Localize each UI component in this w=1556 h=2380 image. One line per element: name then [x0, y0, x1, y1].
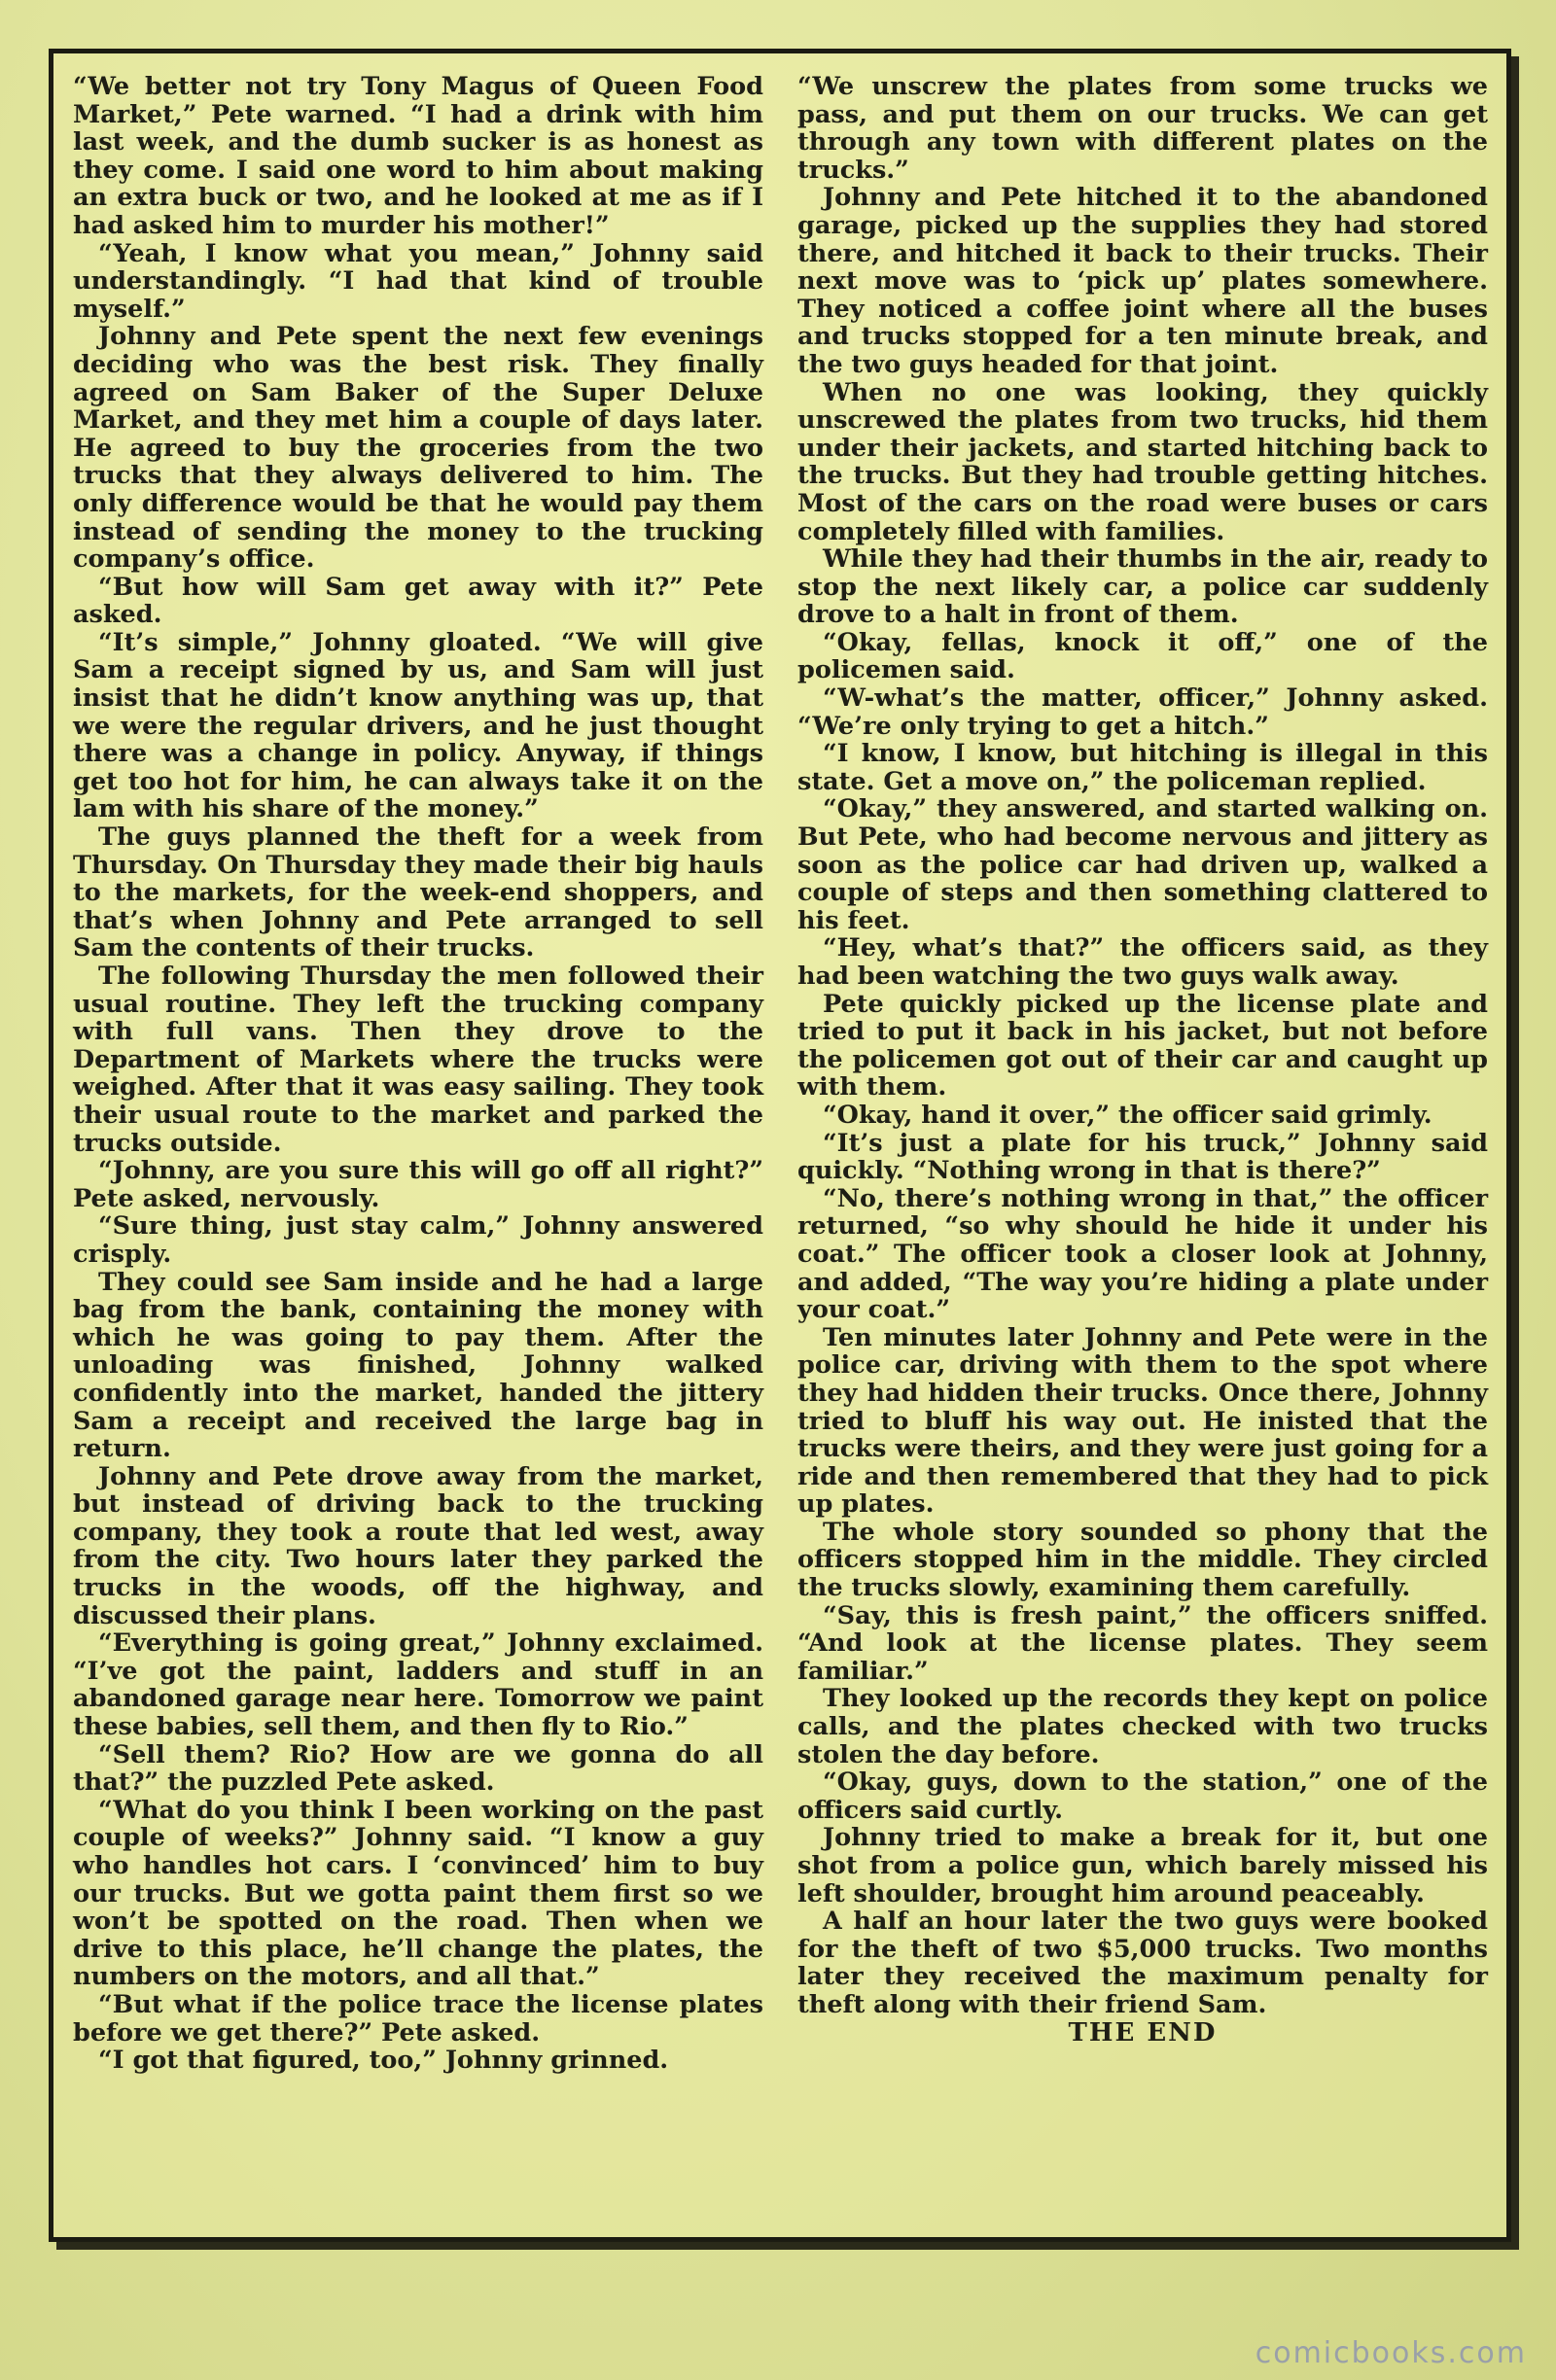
- paragraph: A half an hour later the two guys were booked for the theft of two $5,000 trucks. Two months later they received the maximum penalty for theft along with their friend Sam.: [797, 1907, 1488, 2019]
- paragraph: Johnny and Pete spent the next few evenings deciding who was the best risk. They finally agreed on Sam Baker of the Super Deluxe Market, and they met him a couple of days later. He agreed to buy the groceries from the two trucks that they always delivered to him. The only difference would be that he would pay them instead of sending the money to the trucking company’s office.: [73, 322, 763, 575]
- paragraph: Johnny and Pete drove away from the market, but instead of driving back to the trucking company, they took a route that led west, away from the city. Two hours later they parked the trucks in the woods, off the highway, and discussed their plans.: [73, 1461, 763, 1630]
- paragraph: The following Thursday the men followed their usual routine. They left the trucking company with full vans. Then they drove to the Department of Markets where the trucks were weighed. After that it was easy sailing. They took their usual route to the market and parked the trucks outside.: [73, 962, 763, 1158]
- paragraph: “It’s simple,” Johnny gloated. “We will give Sam a receipt signed by us, and Sam will just insist that he didn’t know anything was up, that we were the regular drivers, and he just thought there was a change in policy. Anyway, if things get too hot for him, he can always take it on the lam with his share of the money.”: [73, 627, 763, 824]
- right-column: [797, 73, 1488, 2047]
- paragraph: “W-what’s the matter, officer,” Johnny asked. “We’re only trying to get a hitch.”: [797, 683, 1488, 741]
- paragraph: “What do you think I been working on the past couple of weeks?” Johnny said. “I know a guy who handles hot cars. I ‘convinced’ him to buy our trucks. But we gotta paint them first so we won’t be spotted on the road. Then when we drive to this place, he’ll change the plates, the numbers on the motors, and all that.”: [73, 1795, 763, 1992]
- paragraph: They looked up the records they kept on police calls, and the plates checked with two trucks stolen the day before.: [797, 1684, 1488, 1769]
- paragraph: “But what if the police trace the license plates before we get there?” Pete asked.: [73, 1989, 763, 2048]
- paragraph: “I know, I know, but hitching is illegal in this state. Get a move on,” the policeman replied.: [797, 739, 1488, 796]
- paragraph: The guys planned the theft for a week from Thursday. On Thursday they made their big hauls to the markets, for the week-end shoppers, and that’s when Johnny and Pete arranged to sell Sam the contents of their trucks.: [73, 822, 763, 963]
- paragraph: “Sure thing, just stay calm,” Johnny answered crisply.: [73, 1211, 763, 1269]
- paragraph: While they had their thumbs in the air, ready to stop the next likely car, a police car suddenly drove to a halt in front of them.: [797, 544, 1488, 630]
- text-panel: [49, 49, 1511, 2242]
- paragraph: “Sell them? Rio? How are we gonna do all that?” the puzzled Pete asked.: [73, 1739, 763, 1798]
- watermark-text: comicbooks.com: [1255, 2336, 1527, 2370]
- paragraph: Pete quickly picked up the license plate and tried to put it back in his jacket, but not before the policemen got out of their car and caught up with them.: [797, 989, 1488, 1102]
- paragraph: “Everything is going great,” Johnny exclaimed. “I’ve got the paint, ladders and stuff in an abandoned garage near here. Tomorrow we paint these babies, sell them, and then fly to Rio.”: [73, 1628, 763, 1742]
- paragraph: They could see Sam inside and he had a large bag from the bank, containing the money with which he was going to pay them. After the unloading was finished, Johnny walked confidently into the market, handed the jittery Sam a receipt and received the large bag in return.: [73, 1267, 763, 1464]
- paragraph: “Johnny, are you sure this will go off all right?” Pete asked, nervously.: [73, 1156, 763, 1213]
- paragraph: “We better not try Tony Magus of Queen Food Market,” Pete warned. “I had a drink with him last week, and the dumb sucker is as honest as they come. I said one word to him about making an extra buck or two, and he looked at me as if I had asked him to murder his mother!”: [73, 72, 763, 240]
- the-end-label: THE END: [1068, 2017, 1218, 2048]
- paragraph: “Say, this is fresh paint,” the officers sniffed. “And look at the license plates. They seem familiar.”: [797, 1600, 1488, 1686]
- paragraph: “But how will Sam get away with it?” Pete asked.: [73, 572, 763, 630]
- paragraph: “We unscrew the plates from some trucks we pass, and put them on our trucks. We can get through any town with different plates on the trucks.”: [797, 72, 1488, 185]
- paragraph: “Okay, hand it over,” the officer said grimly.: [823, 1100, 1432, 1130]
- paragraph: “Hey, what’s that?” the officers said, as they had been watching the two guys walk away.: [797, 933, 1488, 991]
- paragraph: “Okay,” they answered, and started walking on. But Pete, who had become nervous and jittery as soon as the police car had driven up, walked a couple of steps and then something clattered to his feet.: [797, 794, 1488, 935]
- paragraph: “It’s just a plate for his truck,” Johnny said quickly. “Nothing wrong in that is there?”: [797, 1128, 1488, 1186]
- paragraph: “Okay, guys, down to the station,” one of the officers said curtly.: [797, 1768, 1488, 1825]
- paragraph: Ten minutes later Johnny and Pete were in the police car, driving with them to the spot where they had hidden their trucks. Once there, Johnny tried to bluff his way out. He inisted that the trucks were theirs, and they were just going for a ride and then remembered that they had to pick up plates.: [797, 1322, 1488, 1520]
- paragraph: “No, there’s nothing wrong in that,” the officer returned, “so why should he hide it under his coat.” The officer took a closer look at Johnny, and added, “The way you’re hiding a plate under your coat.”: [797, 1183, 1488, 1325]
- paragraph: The whole story sounded so phony that the officers stopped him in the middle. They circled the trucks slowly, examining them carefully.: [797, 1517, 1488, 1603]
- paragraph: Johnny tried to make a break for it, but one shot from a police gun, which barely missed his left shoulder, brought him around peaceably.: [797, 1823, 1488, 1908]
- paragraph: “Okay, fellas, knock it off,” one of the policemen said.: [797, 627, 1488, 685]
- left-column: [73, 73, 763, 2075]
- paragraph: “Yeah, I know what you mean,” Johnny said understandingly. “I had that kind of trouble myself.”: [73, 238, 763, 324]
- paragraph: Johnny and Pete hitched it to the abandoned garage, picked up the supplies they had stored there, and hitched it back to their trucks. Their next move was to ‘pick up’ plates somewhere. They noticed a coffee joint where all the buses and trucks stopped for a ten minute break, and the two guys headed for that joint.: [797, 183, 1488, 379]
- paragraph: “I got that figured, too,” Johnny grinned.: [98, 2046, 669, 2076]
- paragraph: When no one was looking, they quickly unscrewed the plates from two trucks, hid them under their jackets, and started hitching back to the trucks. But they had trouble getting hitches. Most of the cars on the road were buses or cars completely filled with families.: [797, 377, 1488, 546]
